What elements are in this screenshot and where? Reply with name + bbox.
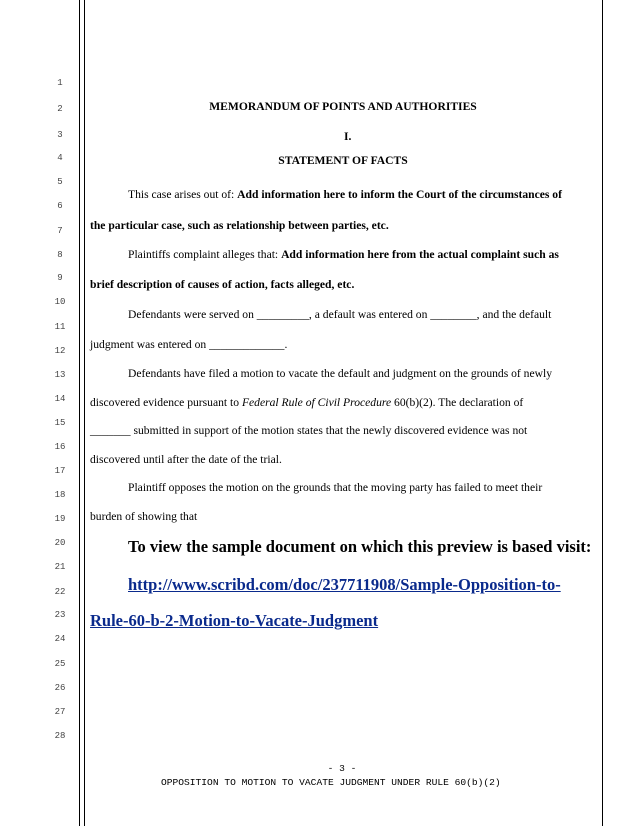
line-number: 4: [57, 153, 63, 163]
line-number: 15: [54, 418, 66, 428]
line-number: 8: [57, 250, 63, 260]
line-number: 21: [54, 562, 66, 572]
line-number: 11: [54, 322, 66, 332]
line-number: 10: [54, 297, 66, 307]
line-number: 27: [54, 707, 66, 717]
paragraph-4-text: discovered evidence pursuant to: [90, 396, 242, 409]
left-margin-rule-outer: [79, 0, 80, 826]
line-number: 2: [57, 104, 63, 114]
memorandum-heading: MEMORANDUM OF POINTS AND AUTHORITIES: [209, 100, 477, 113]
source-link-line-1[interactable]: http://www.scribd.com/doc/237711908/Sample-Opposition-to-: [128, 575, 561, 594]
paragraph-4-line-1: Defendants have filed a motion to vacate the default and judgment on the grounds of newly: [128, 367, 553, 380]
line-number: 6: [57, 201, 63, 211]
left-margin-rule-inner: [84, 0, 85, 826]
line-number: 16: [54, 442, 66, 452]
line-number: 14: [54, 394, 66, 404]
paragraph-1-lead: This case arises out of:: [128, 188, 238, 201]
line-number: 28: [54, 731, 66, 741]
line-number: 24: [54, 634, 66, 644]
paragraph-4-line-2: [90, 396, 523, 409]
preview-notice: To view the sample document on which this preview is based visit:: [128, 537, 592, 556]
paragraph-5-line-1: Plaintiff opposes the motion on the grounds that the moving party has failed to meet their: [128, 481, 543, 494]
line-number: 1: [57, 78, 63, 88]
line-number: 5: [57, 177, 63, 187]
line-number: 20: [54, 538, 66, 548]
paragraph-2-line-1: [128, 248, 559, 261]
paragraph-3-line-2: judgment was entered on _____________.: [90, 338, 288, 351]
paragraph-2-line-2: brief description of causes of action, facts alleged, etc.: [90, 278, 355, 291]
line-number: 17: [54, 466, 66, 476]
paragraph-4-line-3: _______ submitted in support of the motion states that the newly discovered evidence was not: [90, 424, 528, 437]
line-number: 25: [54, 659, 66, 669]
paragraph-2-lead: Plaintiffs complaint alleges that:: [128, 248, 282, 261]
paragraph-1-placeholder: Add information here to inform the Court of the circumstances of: [237, 188, 562, 201]
page-number: - 3 -: [327, 763, 357, 774]
line-number: 3: [57, 130, 63, 140]
line-number: 22: [54, 587, 66, 597]
line-number: 23: [54, 610, 66, 620]
footer-caption: OPPOSITION TO MOTION TO VACATE JUDGMENT UNDER RULE 60(b)(2): [161, 777, 501, 788]
paragraph-4-line-4: discovered until after the date of the trial.: [90, 453, 282, 466]
paragraph-1-line-2: the particular case, such as relationship between parties, etc.: [90, 219, 389, 232]
paragraph-5-line-2: burden of showing that: [90, 510, 198, 523]
paragraph-2-placeholder: Add information here from the actual complaint such as: [281, 248, 559, 261]
line-number: 26: [54, 683, 66, 693]
section-number: I.: [344, 130, 352, 143]
section-title: STATEMENT OF FACTS: [278, 154, 408, 167]
line-number: 18: [54, 490, 66, 500]
paragraph-1-line-1: [128, 188, 562, 201]
right-margin-rule: [602, 0, 603, 826]
line-number: 19: [54, 514, 66, 524]
line-number: 12: [54, 346, 66, 356]
source-link-line-2[interactable]: Rule-60-b-2-Motion-to-Vacate-Judgment: [90, 611, 379, 630]
line-number: 9: [57, 273, 63, 283]
rule-citation: Federal Rule of Civil Procedure: [241, 396, 392, 409]
paragraph-4-text: 60(b)(2). The declaration of: [391, 396, 524, 409]
line-number: 7: [57, 226, 63, 236]
paragraph-3-line-1: Defendants were served on _________, a default was entered on ________, and the default: [128, 308, 552, 321]
line-number: 13: [54, 370, 66, 380]
